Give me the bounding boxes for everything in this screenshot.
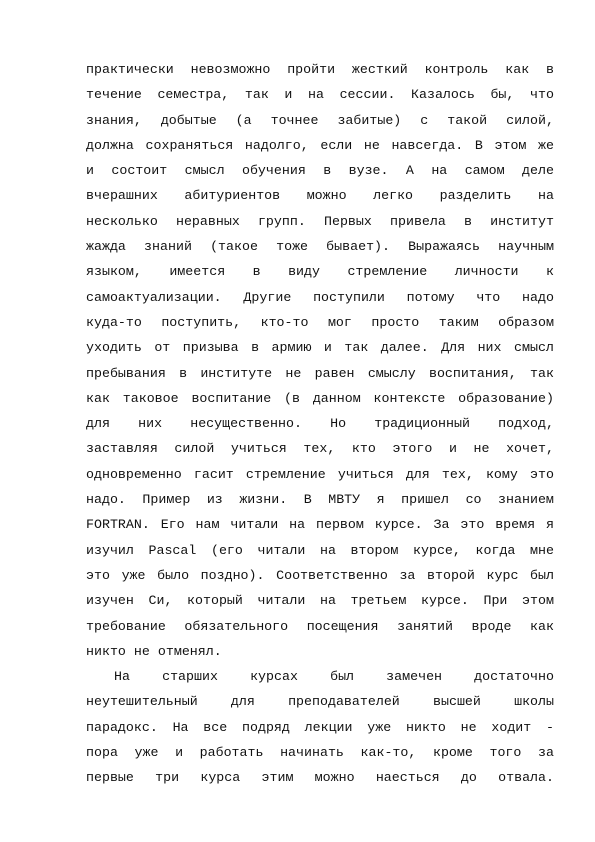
text-word: не: [285, 365, 302, 381]
text-word: обучения: [241, 163, 306, 179]
text-word: курс: [486, 567, 519, 583]
text-word: курсе.: [420, 593, 469, 609]
text-word: такой: [447, 112, 488, 128]
text-word: За: [433, 517, 450, 533]
text-word: В: [303, 492, 312, 508]
text-word: от: [154, 340, 171, 356]
text-word: При: [483, 593, 508, 609]
text-word: равен: [314, 365, 355, 381]
text-word: силой,: [506, 112, 554, 128]
text-word: к: [545, 264, 554, 280]
text-word: учиться: [337, 466, 394, 482]
text-word: виду: [288, 264, 320, 280]
text-word: если: [320, 137, 353, 153]
text-word: На: [172, 719, 189, 735]
text-word: вчерашних: [86, 188, 158, 204]
text-word: школы: [514, 694, 554, 710]
text-word: абитуриентов: [184, 188, 281, 204]
text-word: этого: [392, 441, 433, 457]
text-word: кому: [485, 466, 518, 482]
text-word: поступили: [313, 289, 385, 305]
text-word: гасит: [193, 466, 234, 482]
text-word: должна: [86, 137, 134, 153]
text-word: навсегда.: [391, 137, 464, 153]
text-word: курса: [200, 770, 241, 786]
text-word: одновременно: [86, 466, 182, 482]
text-word: забитые): [337, 112, 402, 128]
text-word: начинать: [280, 745, 344, 761]
text-word: (такое: [210, 239, 258, 255]
text-word: второй: [427, 567, 475, 583]
text-word: несколько: [86, 213, 158, 229]
text-word: этом: [522, 593, 554, 609]
text-word: надолго,: [244, 137, 309, 153]
text-word: тоже: [276, 239, 309, 255]
text-word: куда-то: [86, 314, 142, 330]
text-word: из: [206, 492, 223, 508]
text-word: поздно).: [200, 567, 265, 583]
text-word: на: [319, 542, 336, 558]
text-word: -: [546, 719, 554, 735]
text-word: смыслу: [367, 365, 416, 381]
text-word: пройти: [287, 62, 336, 77]
text-line: [86, 108, 554, 133]
text-word: я: [545, 517, 554, 533]
text-word: научным: [498, 239, 554, 255]
text-word: деле: [522, 163, 554, 179]
text-word: них: [138, 416, 163, 432]
text-word: вроде: [471, 618, 512, 634]
text-word: это: [530, 466, 554, 482]
text-word: преподавателей: [288, 694, 400, 710]
text-word: уже: [134, 745, 159, 761]
text-line: [86, 285, 554, 310]
text-word: кто: [351, 441, 376, 457]
text-word: надо.: [86, 492, 126, 508]
text-word: как: [530, 618, 554, 634]
text-word: втором: [350, 542, 399, 558]
text-line: [86, 386, 554, 411]
text-word: учиться: [230, 441, 287, 457]
text-word: добытые: [160, 112, 217, 128]
text-word: просто: [371, 314, 420, 330]
text-word: поступить,: [161, 314, 242, 330]
text-word: разделить: [439, 188, 512, 204]
text-word: так: [244, 87, 269, 103]
text-word: них: [477, 340, 502, 356]
text-word: парадокс.: [86, 719, 158, 735]
text-word: Другие: [243, 289, 292, 305]
text-word: точнее: [270, 112, 319, 128]
text-word: достаточно: [474, 669, 554, 685]
text-word: в: [252, 264, 261, 280]
text-word: сохраняться: [145, 137, 234, 153]
text-word: курсе,: [413, 542, 461, 558]
text-word: потому: [406, 289, 455, 305]
text-word: на: [289, 517, 306, 533]
text-word: подряд: [242, 719, 290, 735]
text-word: курсах: [250, 669, 298, 685]
text-word: читали: [230, 517, 279, 533]
text-word: таковое: [122, 390, 179, 406]
text-word: и: [86, 163, 94, 179]
text-word: состоит: [111, 163, 168, 179]
text-word: Выражаясь: [408, 239, 480, 255]
text-word: ходит: [491, 719, 532, 735]
text-word: имеется: [169, 264, 226, 280]
text-line: [86, 664, 554, 689]
text-word: было: [157, 567, 190, 583]
text-word: как: [505, 62, 530, 77]
text-line: [86, 133, 554, 158]
text-word: (а: [235, 112, 252, 128]
text-line: [86, 436, 554, 461]
text-word: Соответственно: [276, 567, 388, 583]
text-word: как-то,: [360, 745, 417, 761]
text-word: привела: [390, 213, 446, 229]
text-word: контексте: [373, 390, 446, 406]
text-word: тех,: [303, 441, 336, 457]
text-word: несущественно.: [190, 416, 302, 432]
text-word: на: [308, 87, 324, 103]
text-word: требование: [86, 618, 166, 634]
text-word: пришел: [401, 492, 450, 508]
text-word: легко: [373, 188, 414, 204]
text-word: знания,: [86, 112, 142, 128]
text-word: для: [86, 416, 110, 432]
text-word: время: [495, 517, 536, 533]
text-word: кто-то: [260, 314, 309, 330]
text-word: в: [251, 340, 260, 356]
text-word: Первых: [323, 213, 372, 229]
text-word: обязательного: [184, 618, 289, 634]
text-word: за: [399, 567, 416, 583]
text-word: в: [323, 163, 332, 179]
text-word: занятий: [397, 618, 453, 634]
text-word: неутешительный: [86, 694, 198, 710]
text-word: работать: [199, 745, 264, 761]
text-line: [86, 487, 554, 512]
text-word: (в: [284, 390, 301, 406]
body-text: [86, 57, 554, 791]
text-line: [86, 57, 554, 82]
text-word: Си,: [148, 593, 173, 609]
text-word: это: [460, 517, 485, 533]
text-word: старших: [162, 669, 218, 685]
text-word: пребывания: [86, 365, 166, 381]
text-word: замечен: [386, 669, 443, 685]
text-word: за: [537, 745, 554, 761]
text-word: третьем: [350, 593, 407, 609]
text-word: сессии.: [339, 87, 396, 103]
text-word: неравных: [175, 213, 240, 229]
text-word: смысл: [184, 163, 225, 179]
text-word: для: [230, 694, 255, 710]
text-word: На: [114, 669, 130, 685]
text-word: Казалось: [411, 87, 475, 103]
text-line: [86, 310, 554, 335]
text-word: лекции: [304, 719, 353, 735]
text-line: [86, 639, 554, 664]
text-word: никто: [405, 719, 446, 735]
text-word: отменял.: [157, 643, 222, 659]
text-word: на: [537, 188, 554, 204]
text-word: и: [175, 745, 184, 761]
text-line: [86, 563, 554, 588]
text-word: воспитание: [191, 390, 272, 406]
text-word: что: [476, 289, 501, 305]
text-word: образование): [458, 390, 554, 406]
text-word: течение: [86, 87, 142, 103]
text-word: на: [319, 593, 336, 609]
text-word: бывает).: [326, 239, 391, 255]
text-word: же: [538, 137, 554, 153]
text-word: в: [546, 62, 554, 77]
text-word: нам: [195, 517, 220, 533]
text-word: подход,: [498, 416, 554, 432]
text-word: со: [465, 492, 482, 508]
text-word: образом: [498, 314, 554, 330]
text-line: [86, 538, 554, 563]
text-line: [86, 183, 554, 208]
text-word: жажда: [86, 239, 126, 255]
text-word: не: [473, 441, 490, 457]
text-word: смысл: [514, 340, 554, 356]
text-word: невозможно: [190, 62, 271, 77]
text-word: тех,: [441, 466, 474, 482]
text-word: групп.: [257, 213, 306, 229]
text-line: [86, 588, 554, 613]
text-word: посещения: [306, 618, 379, 634]
text-word: наесться: [375, 770, 440, 786]
text-word: заставляя: [86, 441, 158, 457]
text-word: хочет,: [506, 441, 554, 457]
text-line: [86, 715, 554, 740]
text-word: институт: [490, 213, 554, 229]
text-word: это: [86, 567, 110, 583]
text-line: [86, 411, 554, 436]
text-word: с: [420, 112, 429, 128]
text-word: стремление: [347, 264, 428, 280]
text-word: на: [431, 163, 448, 179]
text-word: не: [363, 137, 380, 153]
text-word: в: [464, 213, 472, 229]
text-word: когда: [475, 542, 516, 558]
text-word: можно: [314, 770, 355, 786]
text-word: таким: [438, 314, 479, 330]
text-word: призыва: [182, 340, 239, 356]
text-word: что: [530, 87, 554, 103]
text-word: для: [405, 466, 430, 482]
text-word: пора: [86, 745, 118, 761]
text-word: никто: [86, 643, 126, 659]
text-word: Пример: [142, 492, 191, 508]
text-word: языком,: [86, 264, 142, 280]
text-word: уже: [121, 567, 146, 583]
text-word: личности: [454, 264, 519, 280]
text-line: [86, 765, 554, 790]
text-word: институте: [200, 365, 273, 381]
text-word: в: [179, 365, 188, 381]
text-word: надо: [522, 289, 554, 305]
text-word: этом: [494, 137, 527, 153]
text-word: кроме: [432, 745, 473, 761]
text-word: курсе.: [374, 517, 423, 533]
text-word: семестра,: [157, 87, 230, 103]
text-line: [86, 614, 554, 639]
text-word: Но: [330, 416, 347, 432]
text-word: стремление: [245, 466, 326, 482]
text-word: изучил: [86, 542, 134, 558]
text-word: уходить: [86, 340, 142, 356]
text-word: первом: [315, 517, 364, 533]
text-word: так: [344, 340, 369, 356]
text-word: который: [187, 593, 243, 609]
text-line: [86, 361, 554, 386]
text-word: В: [474, 137, 483, 153]
text-word: армию: [271, 340, 312, 356]
text-word: уже: [367, 719, 392, 735]
text-word: читали: [257, 542, 306, 558]
text-word: этим: [261, 770, 294, 786]
text-word: вузе.: [348, 163, 389, 179]
text-word: далее.: [380, 340, 429, 356]
text-word: изучен: [86, 593, 134, 609]
text-word: отвала.: [498, 770, 554, 786]
text-word: мне: [530, 542, 554, 558]
text-line: [86, 209, 554, 234]
text-line: [86, 234, 554, 259]
text-word: все: [203, 719, 228, 735]
text-word: Pascal: [148, 542, 197, 558]
text-word: и: [448, 441, 457, 457]
text-line: [86, 689, 554, 714]
text-word: контроль: [424, 62, 489, 77]
text-word: знаний: [144, 239, 192, 255]
text-word: практически: [86, 62, 174, 77]
text-word: не: [460, 719, 477, 735]
text-word: три: [155, 770, 180, 786]
text-word: бы,: [490, 87, 515, 103]
text-word: высшей: [433, 694, 481, 710]
text-word: данном: [312, 390, 361, 406]
text-word: самом: [464, 163, 505, 179]
text-word: МВТУ: [328, 492, 361, 508]
text-word: был: [530, 567, 554, 583]
text-word: первые: [86, 770, 134, 786]
text-word: как: [86, 390, 110, 406]
text-word: мог: [327, 314, 352, 330]
text-word: читали: [257, 593, 306, 609]
text-word: я: [376, 492, 385, 508]
text-line: [86, 259, 554, 284]
text-word: жесткий: [351, 62, 408, 77]
text-word: (его: [210, 542, 243, 558]
text-word: можно: [306, 188, 347, 204]
text-line: [86, 740, 554, 765]
text-word: до: [460, 770, 477, 786]
text-word: воспитания,: [428, 365, 517, 381]
text-word: Для: [441, 340, 466, 356]
text-word: самоактуализации.: [86, 289, 222, 305]
text-word: жизни.: [239, 492, 288, 508]
text-line: [86, 82, 554, 107]
text-word: и: [284, 87, 293, 103]
text-line: [86, 335, 554, 360]
text-word: FORTRAN.: [86, 517, 150, 533]
text-word: А: [405, 163, 414, 179]
text-line: [86, 158, 554, 183]
text-line: [86, 512, 554, 537]
text-word: и: [323, 340, 332, 356]
text-word: Его: [160, 517, 185, 533]
text-word: не: [133, 643, 150, 659]
text-word: был: [330, 669, 355, 685]
text-word: знанием: [498, 492, 554, 508]
text-word: силой: [174, 441, 215, 457]
text-word: того: [489, 745, 522, 761]
text-word: традиционный: [374, 416, 470, 432]
text-line: [86, 462, 554, 487]
text-word: так: [530, 365, 554, 381]
